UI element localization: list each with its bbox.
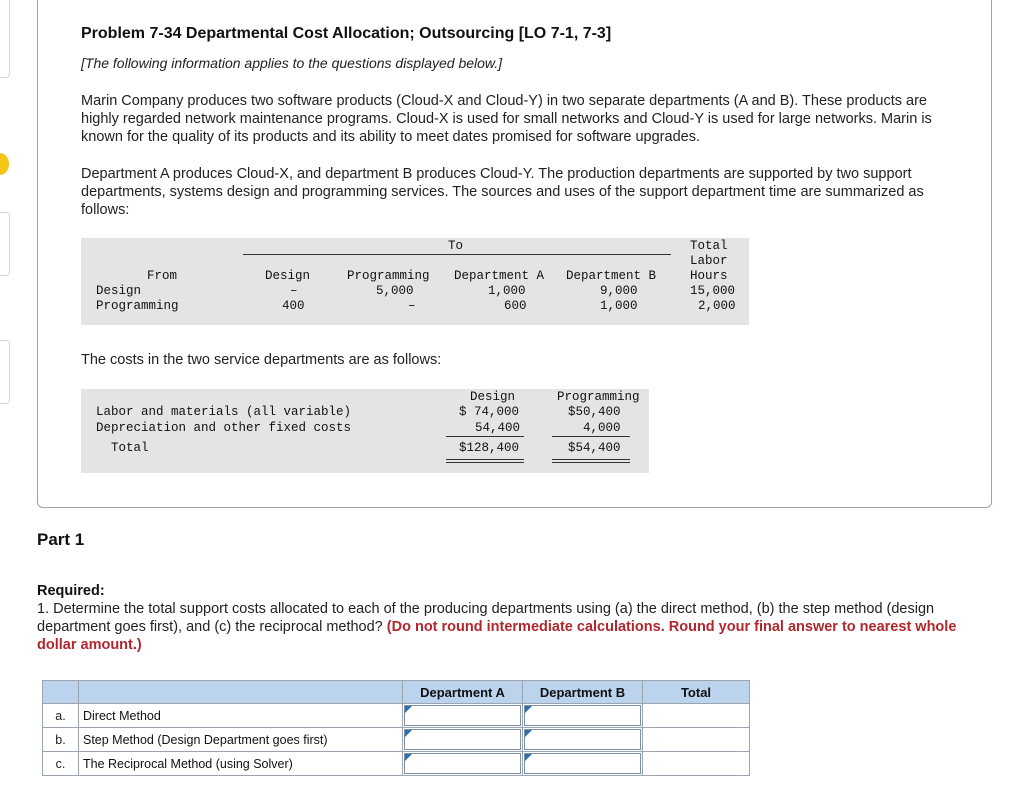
usage-total-header: Total — [690, 239, 728, 253]
costs-total-label: Total — [111, 441, 149, 455]
required-label: Required: — [37, 583, 105, 599]
usage-cell: – — [408, 299, 416, 313]
edge-tab — [0, 340, 10, 404]
problem-title: Problem 7-34 Departmental Cost Allocation; Outsourcing [LO 7-1, 7-3] — [81, 25, 612, 42]
reciprocal-method-department-b-input[interactable] — [524, 753, 641, 774]
table-row — [43, 704, 750, 728]
usage-cell: 600 — [504, 299, 527, 313]
step-method-total-cell — [643, 728, 750, 752]
answer-header-blank — [79, 681, 403, 704]
usage-row-label: Design — [96, 284, 142, 298]
usage-total-cell: 15,000 — [690, 284, 736, 298]
costs-table — [81, 389, 649, 467]
usage-cell: – — [290, 284, 298, 298]
row-label: The Reciprocal Method (using Solver) — [79, 752, 403, 776]
row-letter: c. — [43, 752, 79, 776]
usage-cell: 5,000 — [376, 284, 414, 298]
costs-total-cell: $128,400 — [459, 441, 520, 455]
required-question: 1. Determine the total support costs allocated to each of the producing departments using (a) the direct method, (b) the step method (design department goes first), and (c) the reciprocal method? — [37, 601, 935, 635]
edge-tab — [0, 0, 10, 78]
costs-intro: The costs in the two service departments are as follows: — [81, 352, 442, 368]
usage-table — [81, 238, 749, 319]
usage-cell: 400 — [282, 299, 305, 313]
answer-table — [42, 680, 750, 776]
usage-column-header: Design — [265, 269, 311, 283]
table-row — [43, 728, 750, 752]
usage-row-label: Programming — [96, 299, 179, 313]
usage-total-cell: 2,000 — [698, 299, 736, 313]
usage-to-header: To — [448, 239, 464, 253]
edge-tab — [0, 212, 10, 276]
direct-method-total-cell — [643, 704, 750, 728]
row-letter: b. — [43, 728, 79, 752]
usage-cell: 1,000 — [488, 284, 526, 298]
usage-column-header: Programming — [347, 269, 430, 283]
costs-cell: 54,400 — [475, 421, 521, 435]
costs-total-cell: $54,400 — [568, 441, 621, 455]
usage-cell: 9,000 — [600, 284, 638, 298]
row-letter: a. — [43, 704, 79, 728]
answer-header-department-a: Department A — [403, 681, 523, 704]
usage-table-footer — [81, 319, 749, 325]
costs-cell: $50,400 — [568, 405, 621, 419]
required-emphasis: (Do not round intermediate calculations. Round your final answer to nearest whole dollar amount.) — [37, 619, 957, 653]
step-method-department-b-input[interactable] — [524, 729, 641, 750]
problem-paragraph-1: Marin Company produces two software products (Cloud-X and Cloud-Y) in two separate departments (A and B). These products are highly regarded network maintenance programs. Cloud-X is used for small networks and Cloud-Y is used for large networks. Marin is known for the quality of its products and its ability to meet dates promised for software upgrades. — [81, 93, 932, 145]
problem-paragraph-2: Department A produces Cloud-X, and department B produces Cloud-Y. The production departments are supported by two support departments, systems design and programming services. The sources and uses of the support department time are summarized as follows: — [81, 166, 924, 218]
step-method-department-a-input[interactable] — [404, 729, 521, 750]
reciprocal-method-department-a-input[interactable] — [404, 753, 521, 774]
part-heading: Part 1 — [37, 530, 85, 549]
problem-note: [The following information applies to the questions displayed below.] — [81, 55, 503, 71]
costs-cell: 4,000 — [583, 421, 621, 435]
answer-header-blank — [43, 681, 79, 704]
costs-cell: $ 74,000 — [459, 405, 520, 419]
status-dot-icon — [0, 153, 9, 175]
usage-from-header: From — [147, 269, 178, 283]
row-label: Step Method (Design Department goes first) — [79, 728, 403, 752]
answer-header-total: Total — [643, 681, 750, 704]
costs-table-footer — [81, 467, 649, 473]
reciprocal-method-total-cell — [643, 752, 750, 776]
costs-column-header: Design — [470, 390, 516, 404]
usage-total-header: Hours — [690, 269, 728, 283]
costs-row-label: Depreciation and other fixed costs — [96, 421, 352, 435]
usage-total-header: Labor — [690, 254, 728, 268]
costs-row-label: Labor and materials (all variable) — [96, 405, 352, 419]
required-text — [37, 600, 987, 654]
direct-method-department-b-input[interactable] — [524, 705, 641, 726]
usage-column-header: Department A — [454, 269, 545, 283]
table-row — [43, 752, 750, 776]
usage-column-header: Department B — [566, 269, 657, 283]
costs-column-header: Programming — [557, 390, 640, 404]
direct-method-department-a-input[interactable] — [404, 705, 521, 726]
usage-cell: 1,000 — [600, 299, 638, 313]
row-label: Direct Method — [79, 704, 403, 728]
answer-header-department-b: Department B — [523, 681, 643, 704]
